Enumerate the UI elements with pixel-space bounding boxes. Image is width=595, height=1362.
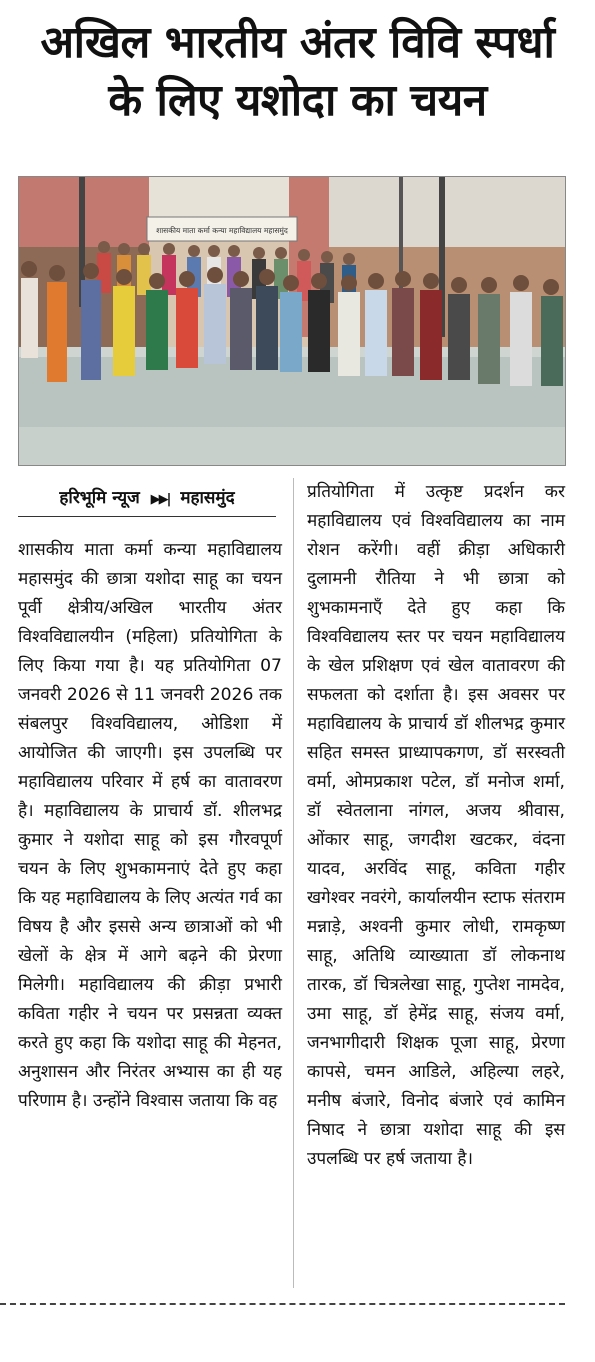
article-column-right: प्रतियोगिता में उत्कृष्ट प्रदर्शन कर महाविद्यालय एवं विश्वविद्यालय का नाम रोशन करेंगी। वहीं क्रीड़ा अधिकारी दुलामनी रौतिया ने भी छात्रा को शुभकामनाएँ देते हुए कहा कि विश्वविद्यालय स्तर पर चयन महाविद्यालय के खेल प्रशिक्षण एवं खेल वातावरण की सफलता को दर्शाता है। इस अवसर पर महाविद्यालय के प्राचार्य डॉ शीलभद्र कुमार सहित समस्त प्राध्यापकगण, डॉ सरस्वती वर्मा, ओमप्रकाश पटेल, डॉ मनोज शर्मा, डॉ स्वेतलाना नांगल, अजय श्रीवास, ओंकार साहू, जगदीश खटकर, वंदना यादव, अरविंद साहू, कविता गहीर खगेश्वर नवरंगे, कार्यालयीन स्टाफ संतराम मन्नाड़े, अश्वनी कुमार लोधी, रामकृष्ण साहू, अतिथि व्याख्याता डॉ लोकनाथ तारक, डॉ चित्रलेखा साहू, गुप्तेश नामदेव, उमा साहू, डॉ हेमेंद्र साहू, संजय वर्मा, जनभागीदारी शिक्षक पूजा साहू, प्रेरणा कापसे, चमन आडिले, अहिल्या लहरे, मनीष बंजारे, विनोद बंजारे एवं कामिन निषाद ने छात्रा यशोदा साहू की इस उपलब्धि पर हर्ष जताया है। [307,482,565,1169]
article-column-left: शासकीय माता कर्मा कन्या महाविद्यालय महासमुंद की छात्रा यशोदा साहू का चयन पूर्वी क्षेत्रीय/अखिल भारतीय अंतर विश्वविद्यालयीन (महिला) प्रतियोगिता के लिए किया गया है। यह प्रतियोगिता 07 जनवरी 2026 से 11 जनवरी 2026 तक संबलपुर विश्वविद्यालय, ओडिशा में आयोजित की जाएगी। इस उपलब्धि पर महाविद्यालय परिवार में हर्ष का वातावरण है। महाविद्यालय के प्राचार्य डॉ. शीलभद्र कुमार ने यशोदा साहू को इस गौरवपूर्ण चयन के लिए शुभकामनाएं देते हुए कहा कि यह महाविद्यालय के लिए अत्यंत गर्व का विषय है और इससे अन्य छात्राओं को भी खेलों के क्षेत्र में आगे बढ़ने की प्रेरणा मिलेगी। महाविद्यालय की क्रीड़ा प्रभारी कविता गहीर ने चयन पर प्रसन्नता व्यक्त करते हुए कहा कि यशोदा साहू की मेहनत, अनुशासन और निरंतर अभ्यास का ही यह परिणाम है। उन्होंने विश्वास जताया कि वह [18,540,282,1111]
photo-banner-text: शासकीय माता कर्मा कन्या महाविद्यालय महासमुंद [156,226,288,235]
byline-place: महासमुंद [180,488,235,508]
double-arrow-icon: ▶▶| [150,492,170,507]
headline-line-2: के लिए यशोदा का चयन [108,75,487,126]
byline-source: हरिभूमि न्यूज [59,488,140,508]
headline-line-1: अखिल भारतीय अंतर विवि स्पर्धा [40,17,555,68]
group-photo [18,176,566,466]
byline [18,484,276,517]
headline [10,14,585,130]
bottom-dashed-rule [0,1303,565,1305]
column-divider [293,478,294,1288]
